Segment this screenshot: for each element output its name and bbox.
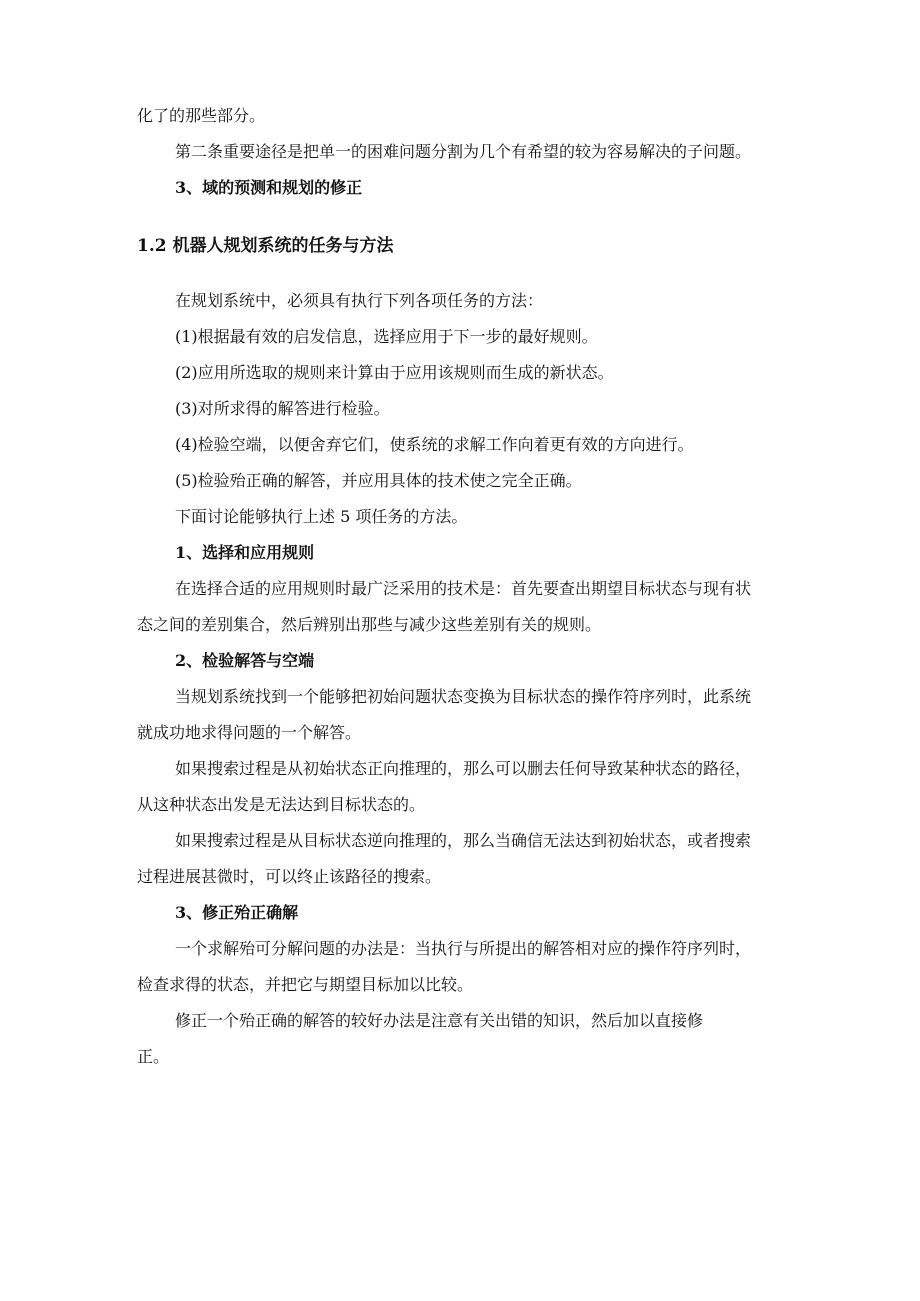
transition-paragraph: 下面讨论能够执行上述 5 项任务的方法。 xyxy=(175,507,468,526)
paragraph-fix-method-cont: 正。 xyxy=(137,1047,170,1066)
paragraph-backward-search-cont: 过程进展甚微时，可以终止该路径的搜索。 xyxy=(137,867,442,886)
paragraph-decomposable-cont: 检查求得的状态，并把它与期望目标加以比较。 xyxy=(137,975,474,994)
paragraph-second-route: 第二条重要途径是把单一的困难问题分割为几个有希望的较为容易解决的子问题。 xyxy=(175,142,752,161)
task-item: (1)根据最有效的启发信息，选择应用于下一步的最好规则。 xyxy=(175,327,598,346)
heading-select-rules: 1、选择和应用规则 xyxy=(175,543,315,562)
paragraph-forward-search-cont: 从这种状态出发是无法达到目标状态的。 xyxy=(137,795,426,814)
section-title: 1.2 机器人规划系统的任务与方法 xyxy=(137,236,394,256)
paragraph-select-rules: 在选择合适的应用规则时最广泛采用的技术是：首先要查出期望目标状态与现有状 xyxy=(175,579,752,598)
paragraph-continuation: 化了的那些部分。 xyxy=(137,106,266,125)
task-item: (3)对所求得的解答进行检验。 xyxy=(175,399,390,418)
heading-domain-prediction: 3、域的预测和规划的修正 xyxy=(175,178,363,197)
task-item: (4)检验空端，以便舍弃它们，使系统的求解工作向着更有效的方向进行。 xyxy=(175,435,694,454)
paragraph-backward-search: 如果搜索过程是从目标状态逆向推理的，那么当确信无法达到初始状态，或者搜索 xyxy=(175,831,752,850)
task-item: (2)应用所选取的规则来计算由于应用该规则而生成的新状态。 xyxy=(175,363,614,382)
task-item: (5)检验殆正确的解答，并应用具体的技术使之完全正确。 xyxy=(175,471,582,490)
paragraph-decomposable: 一个求解殆可分解问题的办法是：当执行与所提出的解答相对应的操作符序列时， xyxy=(175,939,752,958)
paragraph-fix-method: 修正一个殆正确的解答的较好办法是注意有关出错的知识，然后加以直接修 xyxy=(175,1011,704,1030)
paragraph-solution-found: 当规划系统找到一个能够把初始问题状态变换为目标状态的操作符序列时，此系统 xyxy=(175,687,752,706)
intro-paragraph: 在规划系统中，必须具有执行下列各项任务的方法： xyxy=(175,291,544,310)
heading-check-solutions: 2、检验解答与空端 xyxy=(175,651,315,670)
paragraph-forward-search: 如果搜索过程是从初始状态正向推理的，那么可以删去任何导致某种状态的路径， xyxy=(175,759,752,778)
paragraph-select-rules-cont: 态之间的差别集合，然后辨别出那些与减少这些差别有关的规则。 xyxy=(137,615,602,634)
heading-fix-solution: 3、修正殆正确解 xyxy=(175,903,299,922)
paragraph-solution-found-cont: 就成功地求得问题的一个解答。 xyxy=(137,723,362,742)
